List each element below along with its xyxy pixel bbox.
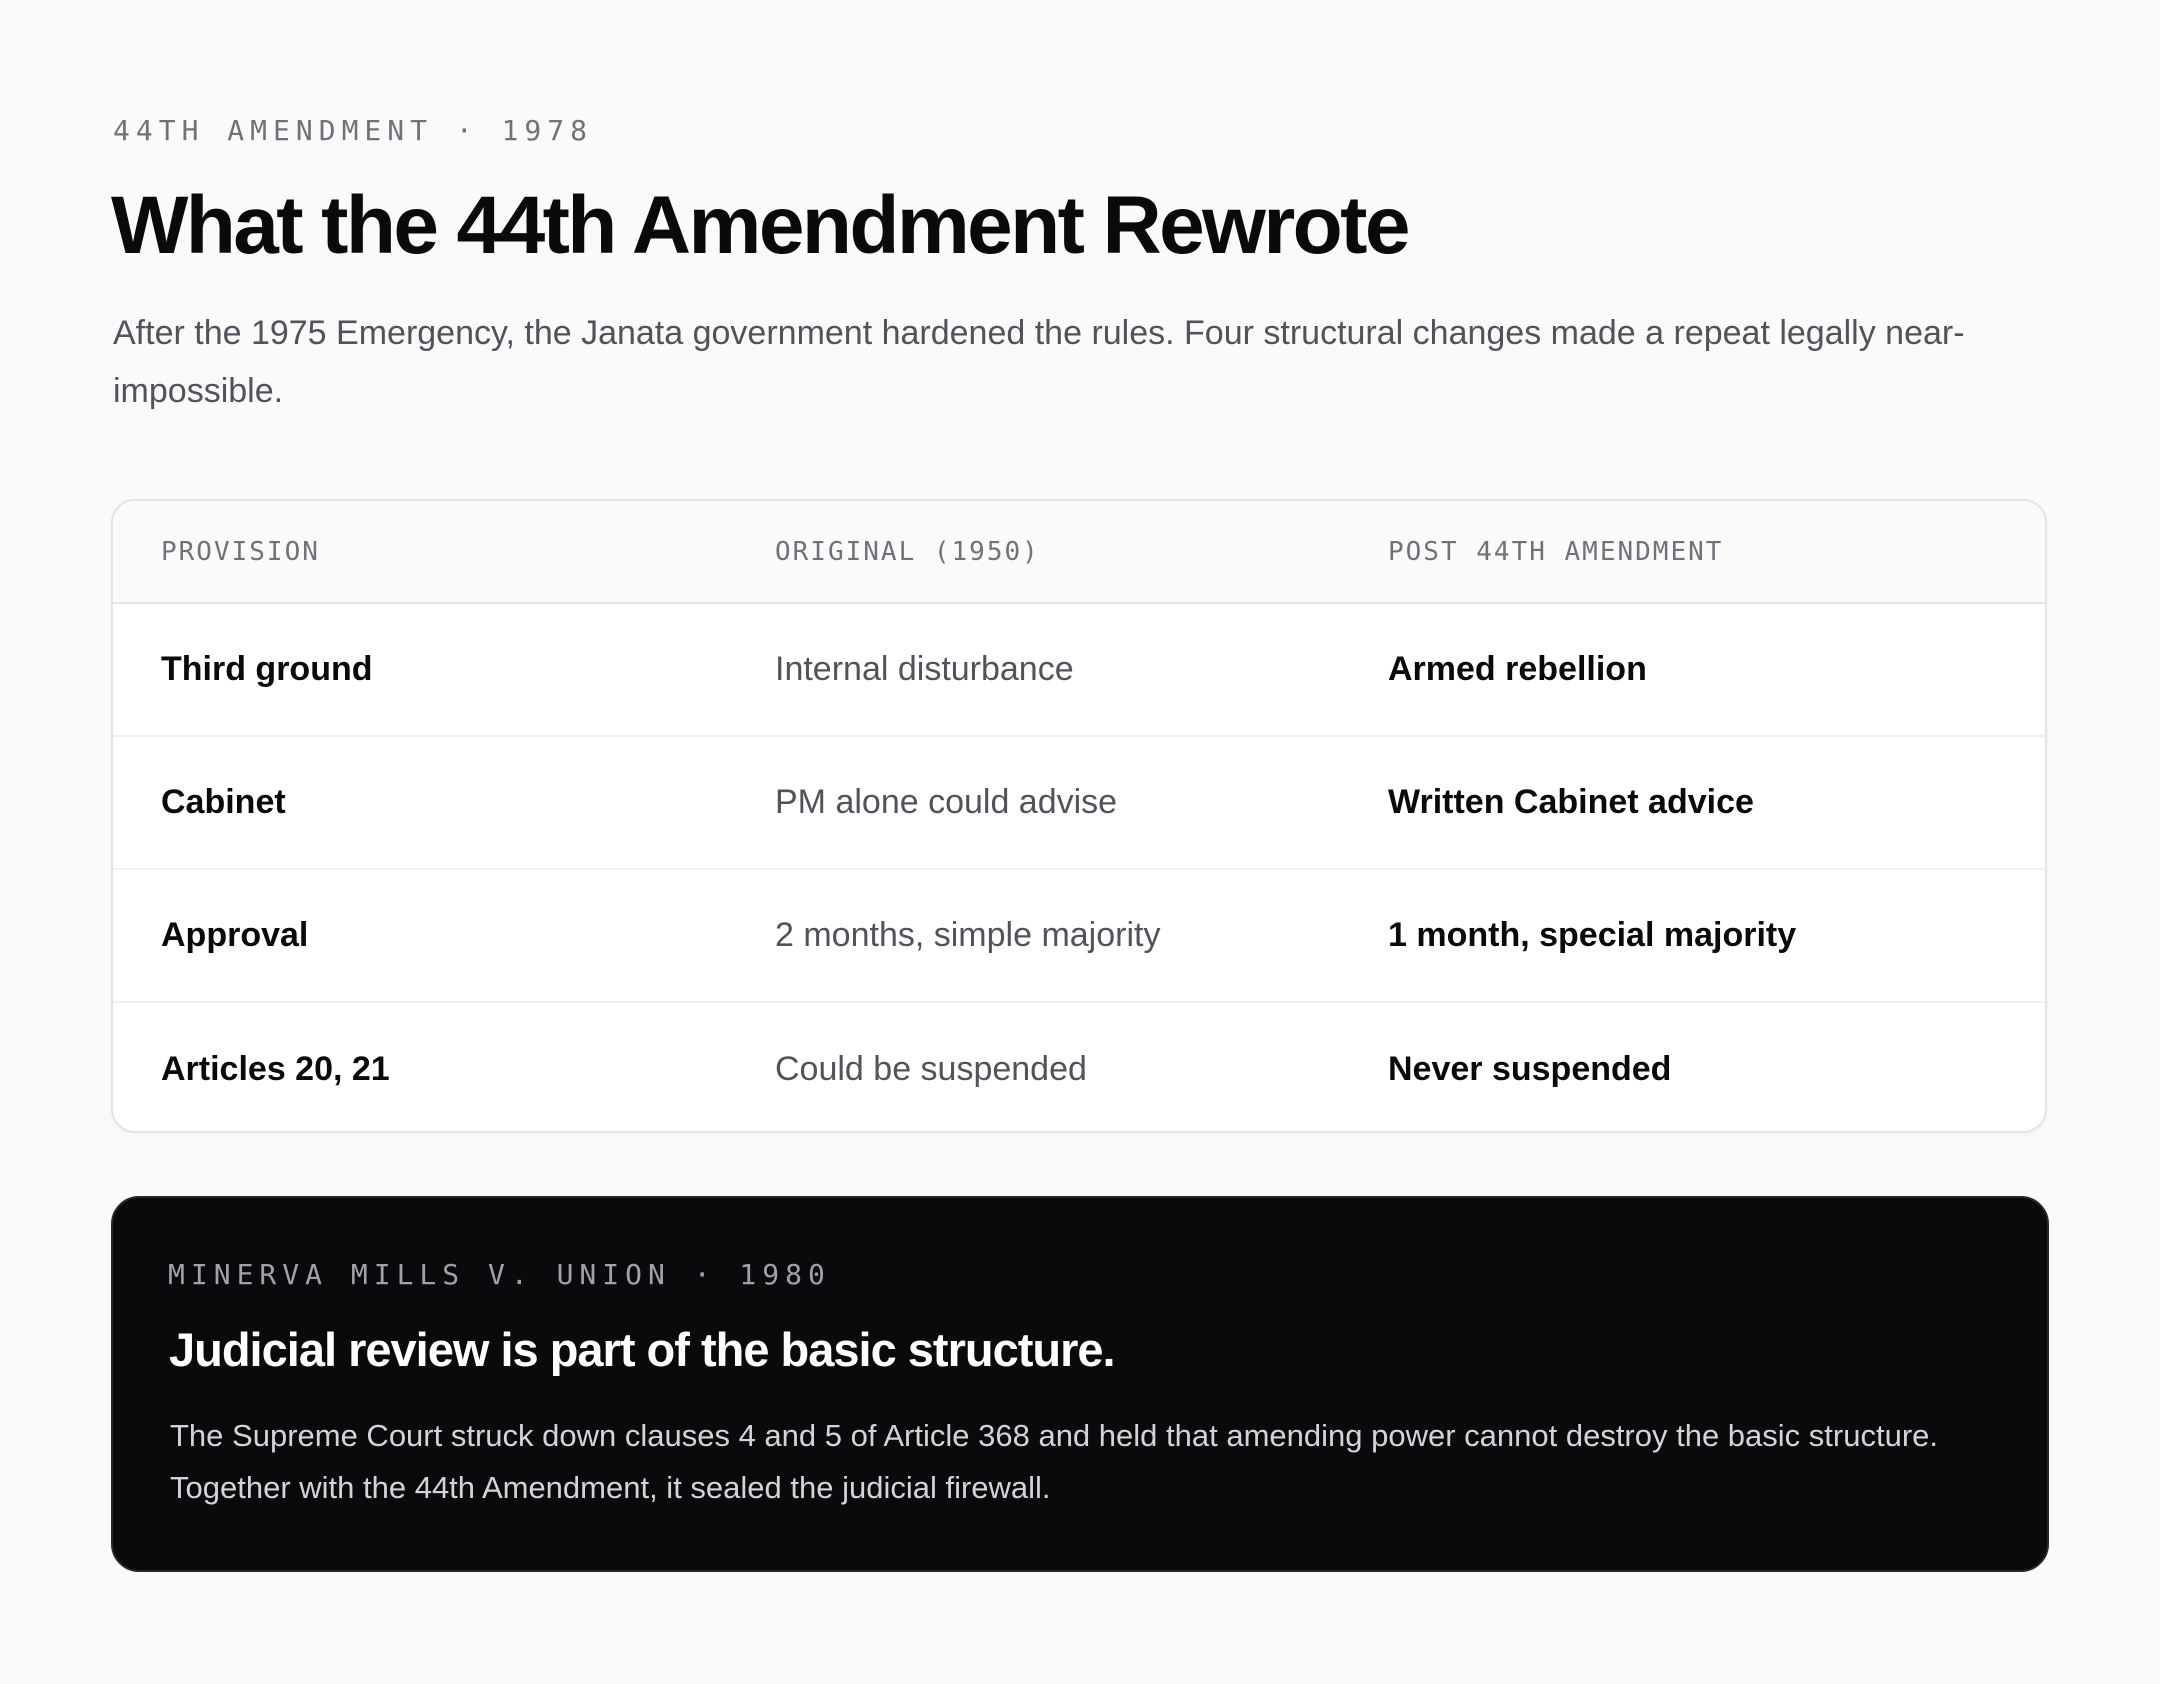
original-cell: Could be suspended: [775, 1050, 1087, 1088]
post-amendment-cell: Never suspended: [1388, 1050, 1672, 1088]
table-header: [113, 501, 2045, 604]
callout-body: The Supreme Court struck down clauses 4 and 5 of Article 368 and held that amending power cannot destroy the basic structure. Together with the 44th Amendment, it sealed the judicial firewall.: [170, 1418, 1938, 1505]
original-cell: Internal disturbance: [775, 650, 1074, 688]
original-cell: 2 months, simple majority: [775, 916, 1161, 954]
page-lede: After the 1975 Emergency, the Janata government hardened the rules. Four structural changes made a repeat legally near-impossible.: [113, 314, 1965, 410]
post-amendment-cell: Armed rebellion: [1388, 650, 1647, 688]
comparison-table: [111, 499, 2047, 1133]
case-callout: [111, 1196, 2049, 1572]
provision-cell: Approval: [161, 916, 309, 954]
table-row: [113, 604, 2045, 737]
eyebrow-label: 44TH AMENDMENT · 1978: [113, 114, 594, 147]
callout-title: Judicial review is part of the basic structure.: [169, 1323, 1115, 1376]
column-header-post: POST 44TH AMENDMENT: [1388, 536, 1724, 567]
column-header-original: ORIGINAL (1950): [775, 536, 1040, 567]
post-amendment-cell: Written Cabinet advice: [1388, 783, 1754, 821]
post-amendment-cell: 1 month, special majority: [1388, 916, 1797, 954]
original-cell: PM alone could advise: [775, 783, 1118, 821]
column-header-provision: PROVISION: [161, 536, 320, 567]
provision-cell: Articles 20, 21: [161, 1050, 390, 1088]
callout-eyebrow: MINERVA MILLS V. UNION · 1980: [168, 1258, 831, 1291]
provision-cell: Third ground: [161, 650, 373, 688]
table-row: [113, 737, 2045, 870]
table-row: [113, 1003, 2045, 1133]
page-title: What the 44th Amendment Rewrote: [111, 180, 1408, 271]
provision-cell: Cabinet: [161, 783, 286, 821]
table-row: [113, 870, 2045, 1003]
